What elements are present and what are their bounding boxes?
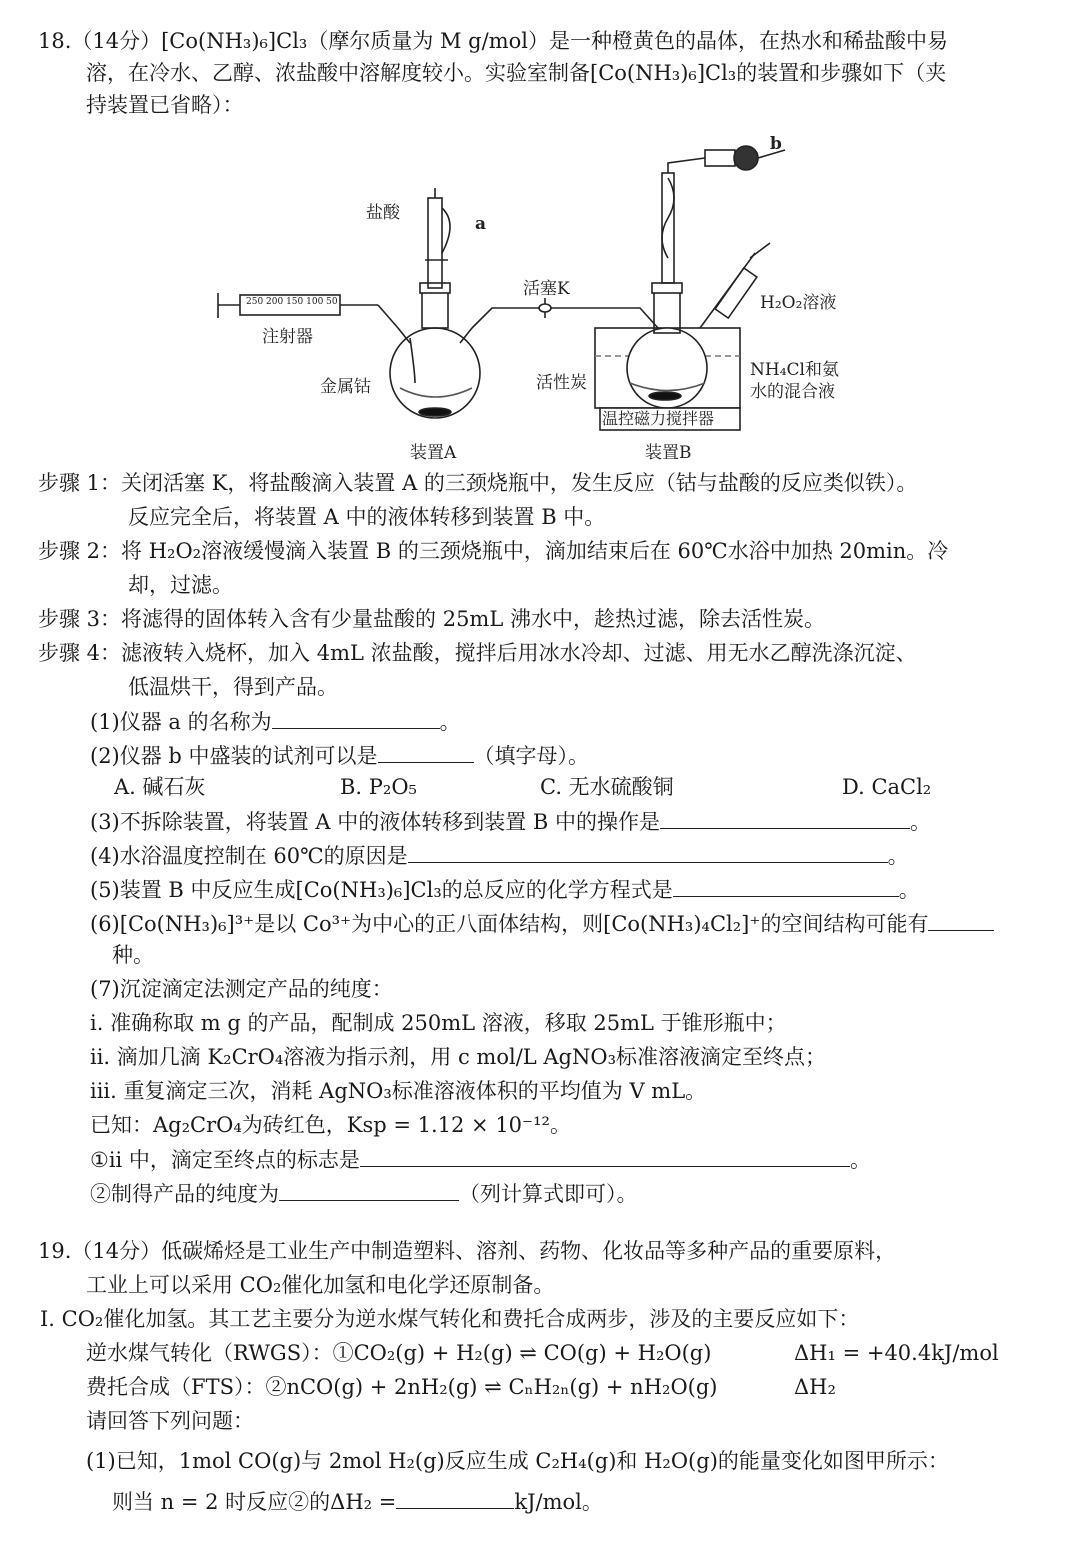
flask-a-drawing [390,188,480,418]
question-7-iii: iii. 重复滴定三次，消耗 AgNO₃标准溶液体积的平均值为 V mL。 [90,1079,707,1103]
question-7-c2: ②制得产品的纯度为 （列计算式即可）。 [90,1178,638,1209]
option-b[interactable]: B. P₂O₅ [340,775,417,799]
question-7: (7)沉淀滴定法测定产品的纯度： [90,977,393,1001]
label-h2o2: H₂O₂溶液 [760,293,837,313]
q19-ask: 请回答下列问题： [86,1409,254,1433]
question-7-i: i. 准确称取 m g 的产品，配制成 250mL 溶液，移取 25mL 于锥形瓶中； [90,1011,787,1035]
q18-line1: 18.（14分）[Co(NH₃)₆]Cl₃（摩尔质量为 M g/mol）是一种橙黄色的晶体，在热水和稀盐酸中易 [38,29,948,53]
answer-blank-19-1[interactable] [396,1486,514,1509]
label-a: a [475,214,487,234]
question-1: (1)仪器 a 的名称为 。 [90,706,461,737]
step2-line1: 步骤 2：将 H₂O₂溶液缓慢滴入装置 B 的三颈烧瓶中，滴加结束后在 60℃水浴中加热 20min。冷 [38,539,949,563]
label-valve-k: 活塞K [523,279,570,299]
question-4: (4)水浴温度控制在 60℃的原因是 。 [90,840,909,871]
answer-blank-2[interactable] [378,740,474,763]
step2-line2: 却，过滤。 [128,573,233,597]
label-syringe: 注射器 [262,327,313,347]
label-nh4cl-1: NH₄Cl和氨 [750,360,839,380]
known-data: 已知：Ag₂CrO₄为砖红色，Ksp = 1.12 × 10⁻¹²。 [90,1113,571,1137]
option-a[interactable]: A. 碱石灰 [114,775,206,799]
question-3: (3)不拆除装置，将装置 A 中的液体转移到装置 B 中的操作是 。 [90,806,931,837]
question-6-tail: 种。 [112,943,154,967]
q19-sub1-answer: 则当 n = 2 时反应②的ΔH₂ = kJ/mol。 [112,1486,603,1517]
step3-line: 步骤 3：将滤得的固体转入含有少量盐酸的 25mL 沸水中，趁热过滤，除去活性炭。 [38,607,825,631]
reaction-2-enthalpy: ΔH₂ [794,1375,836,1399]
answer-blank-1[interactable] [272,706,440,729]
label-stirrer: 温控磁力搅拌器 [602,409,715,428]
step4-line1: 步骤 4：滤液转入烧杯，加入 4mL 浓盐酸，搅拌后用冰水冷却、过滤、用无水乙醇洗涤沉淀、 [38,641,917,665]
q19-part1: Ⅰ. CO₂催化加氢。其工艺主要分为逆水煤气转化和费托合成两步，涉及的主要反应如下： [40,1307,860,1331]
label-hcl: 盐酸 [366,203,400,223]
syringe-scale: 250 200 150 100 50 [246,297,338,307]
question-6: (6)[Co(NH₃)₆]³⁺是以 Co³⁺为中心的正八面体结构，则[Co(NH₃)₄Cl₂]⁺的空间结构可能有 [90,908,994,939]
answer-blank-6[interactable] [928,908,994,931]
q19-sub1: (1)已知，1mol CO(g)与 2mol H₂(g)反应生成 C₂H₄(g)和 H₂O(g)的能量变化如图甲所示： [86,1449,949,1473]
label-apparatus-b: 装置B [645,443,692,463]
answer-blank-7-1[interactable] [360,1144,850,1167]
step4-line2: 低温烘干，得到产品。 [128,675,338,699]
answer-blank-5[interactable] [673,874,899,897]
label-apparatus-a: 装置A [410,443,457,463]
label-b: b [770,134,782,154]
q18-line3: 持装置已省略）： [86,93,244,117]
label-carbon: 活性炭 [536,373,587,393]
answer-blank-4[interactable] [408,840,888,863]
option-d[interactable]: D. CaCl₂ [842,775,932,799]
q19-line2: 工业上可以采用 CO₂催化加氢和电化学还原制备。 [86,1273,555,1297]
q19-line1: 19.（14分）低碳烯烃是工业生产中制造塑料、溶剂、药物、化妆品等多种产品的重要原料， [38,1239,897,1263]
option-c[interactable]: C. 无水硫酸铜 [540,775,674,799]
question-5: (5)装置 B 中反应生成[Co(NH₃)₆]Cl₃的总反应的化学方程式是 。 [90,874,920,905]
answer-blank-7-2[interactable] [279,1178,459,1201]
answer-blank-3[interactable] [660,806,910,829]
step1-line1: 步骤 1：关闭活塞 K，将盐酸滴入装置 A 的三颈烧瓶中，发生反应（钴与盐酸的反应类似铁）。 [38,471,918,495]
valve-k-drawing [472,298,658,328]
question-2: (2)仪器 b 中盛装的试剂可以是 （填字母）。 [90,740,589,771]
reaction-2: 费托合成（FTS）：②nCO(g) + 2nH₂(g) ⇌ CₙH₂ₙ(g) + nH₂O(g) [86,1375,718,1399]
question-7-ii: ii. 滴加几滴 K₂CrO₄溶液为指示剂，用 c mol/L AgNO₃标准溶液滴定至终点； [90,1045,827,1069]
reaction-1-enthalpy: ΔH₁ = +40.4kJ/mol [794,1341,999,1365]
question-7-c1: ①ii 中，滴定至终点的标志是 。 [90,1144,871,1175]
step1-line2: 反应完全后，将装置 A 中的液体转移到装置 B 中。 [128,505,606,529]
reaction-1: 逆水煤气转化（RWGS）：①CO₂(g) + H₂(g) ⇌ CO(g) + H₂O(g) [86,1341,712,1365]
label-nh4cl-2: 水的混合液 [750,382,835,402]
q18-line2: 溶，在冷水、乙醇、浓盐酸中溶解度较小。实验室制备[Co(NH₃)₆]Cl₃的装置和步骤如下（夹 [86,61,947,85]
label-cobalt: 金属钴 [320,377,371,397]
